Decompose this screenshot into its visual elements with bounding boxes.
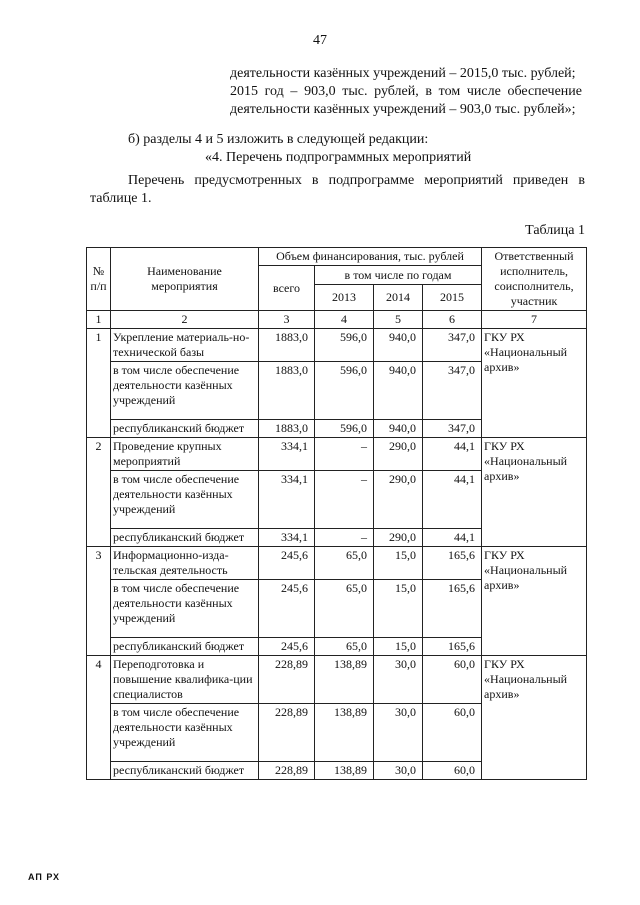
header-2015: 2015 (423, 285, 482, 311)
header-2014: 2014 (374, 285, 423, 311)
sub-total: 245,6 (259, 580, 315, 638)
item-2014: 940,0 (374, 329, 423, 362)
item-2014: 30,0 (374, 656, 423, 704)
item-name: Проведение крупных мероприятий (111, 438, 259, 471)
item-total: 245,6 (259, 547, 315, 580)
item-2013: 596,0 (315, 329, 374, 362)
item-2013: 65,0 (315, 547, 374, 580)
sub-2013: 596,0 (315, 362, 374, 420)
sub-2014: 290,0 (374, 529, 423, 547)
continuation-line: деятельности казённых учреждений – 2015,0 тыс. рублей; (230, 66, 576, 81)
sub-2013: 138,89 (315, 704, 374, 762)
column-number: 3 (259, 311, 315, 329)
item-name: Переподготовка и повышение квалифика-ции специалистов (111, 656, 259, 704)
sub-name: республиканский бюджет (111, 420, 259, 438)
sub-name: в том числе обеспечение деятельности казённых учреждений (111, 704, 259, 762)
sub-2013: – (315, 529, 374, 547)
item-name: Информационно-изда-тельская деятельность (111, 547, 259, 580)
sub-name: республиканский бюджет (111, 529, 259, 547)
column-number: 5 (374, 311, 423, 329)
header-name: Наименование мероприятия (111, 248, 259, 311)
item-2015: 44,1 (423, 438, 482, 471)
sub-name: республиканский бюджет (111, 762, 259, 780)
section-title: «4. Перечень подпрограммных мероприятий (205, 150, 472, 165)
sub-2013: 596,0 (315, 420, 374, 438)
sub-total: 228,89 (259, 704, 315, 762)
sub-2015: 44,1 (423, 471, 482, 529)
item-2013: 138,89 (315, 656, 374, 704)
sub-2015: 60,0 (423, 762, 482, 780)
page-number: 47 (313, 33, 327, 48)
column-number: 1 (87, 311, 111, 329)
sub-2015: 347,0 (423, 420, 482, 438)
sub-name: республиканский бюджет (111, 638, 259, 656)
intro-line: Перечень предусмотренных в подпрограмме мероприятий приведен в (128, 173, 585, 188)
header-total: всего (259, 266, 315, 311)
sub-total: 228,89 (259, 762, 315, 780)
sub-2015: 165,6 (423, 580, 482, 638)
item-2014: 290,0 (374, 438, 423, 471)
sub-2014: 15,0 (374, 638, 423, 656)
item-2013: – (315, 438, 374, 471)
measures-table (86, 247, 587, 780)
item-responsible: ГКУ РХ «Национальный архив» (482, 329, 587, 438)
sub-2013: 65,0 (315, 580, 374, 638)
sub-total: 1883,0 (259, 420, 315, 438)
item-num: 4 (87, 656, 111, 780)
sub-2014: 30,0 (374, 762, 423, 780)
table-row (87, 438, 587, 471)
sub-name: в том числе обеспечение деятельности казённых учреждений (111, 471, 259, 529)
continuation-line: деятельности казённых учреждений – 903,0 тыс. рублей»; (230, 102, 576, 117)
item-2015: 347,0 (423, 329, 482, 362)
table-row (87, 547, 587, 580)
item-total: 228,89 (259, 656, 315, 704)
sub-2014: 290,0 (374, 471, 423, 529)
item-2015: 60,0 (423, 656, 482, 704)
column-number: 4 (315, 311, 374, 329)
sub-2015: 44,1 (423, 529, 482, 547)
section-b-text: б) разделы 4 и 5 изложить в следующей редакции: (128, 132, 429, 147)
sub-2015: 165,6 (423, 638, 482, 656)
table-row (87, 656, 587, 704)
footer-mark: АП РХ (28, 872, 61, 882)
continuation-line: 2015 год – 903,0 тыс. рублей, в том числе обеспечение (230, 84, 582, 99)
sub-2015: 347,0 (423, 362, 482, 420)
column-number: 7 (482, 311, 587, 329)
continuation-text (230, 65, 582, 119)
sub-2014: 940,0 (374, 420, 423, 438)
sub-2013: 65,0 (315, 638, 374, 656)
table-row (87, 329, 587, 362)
header-volume: Объем финансирования, тыс. рублей (259, 248, 482, 266)
item-name: Укрепление материаль-но-технической базы (111, 329, 259, 362)
column-number-row (87, 311, 587, 329)
header-including: в том числе по годам (315, 266, 482, 285)
item-responsible: ГКУ РХ «Национальный архив» (482, 438, 587, 547)
item-num: 1 (87, 329, 111, 438)
sub-total: 245,6 (259, 638, 315, 656)
sub-total: 334,1 (259, 529, 315, 547)
item-2015: 165,6 (423, 547, 482, 580)
sub-2014: 30,0 (374, 704, 423, 762)
intro-paragraph (90, 172, 585, 208)
item-total: 334,1 (259, 438, 315, 471)
header-row (87, 248, 587, 266)
header-num: № п/п (87, 248, 111, 311)
item-num: 3 (87, 547, 111, 656)
header-responsible: Ответственный исполнитель, соисполнитель, участник (482, 248, 587, 311)
intro-line: таблице 1. (90, 191, 152, 206)
sub-2013: 138,89 (315, 762, 374, 780)
sub-2014: 15,0 (374, 580, 423, 638)
item-responsible: ГКУ РХ «Национальный архив» (482, 547, 587, 656)
item-total: 1883,0 (259, 329, 315, 362)
column-number: 2 (111, 311, 259, 329)
sub-2014: 940,0 (374, 362, 423, 420)
item-2014: 15,0 (374, 547, 423, 580)
sub-total: 334,1 (259, 471, 315, 529)
header-2013: 2013 (315, 285, 374, 311)
sub-2013: – (315, 471, 374, 529)
item-responsible: ГКУ РХ «Национальный архив» (482, 656, 587, 780)
column-number: 6 (423, 311, 482, 329)
sub-2015: 60,0 (423, 704, 482, 762)
sub-name: в том числе обеспечение деятельности казённых учреждений (111, 580, 259, 638)
sub-total: 1883,0 (259, 362, 315, 420)
sub-name: в том числе обеспечение деятельности казённых учреждений (111, 362, 259, 420)
table-caption: Таблица 1 (525, 223, 585, 238)
item-num: 2 (87, 438, 111, 547)
